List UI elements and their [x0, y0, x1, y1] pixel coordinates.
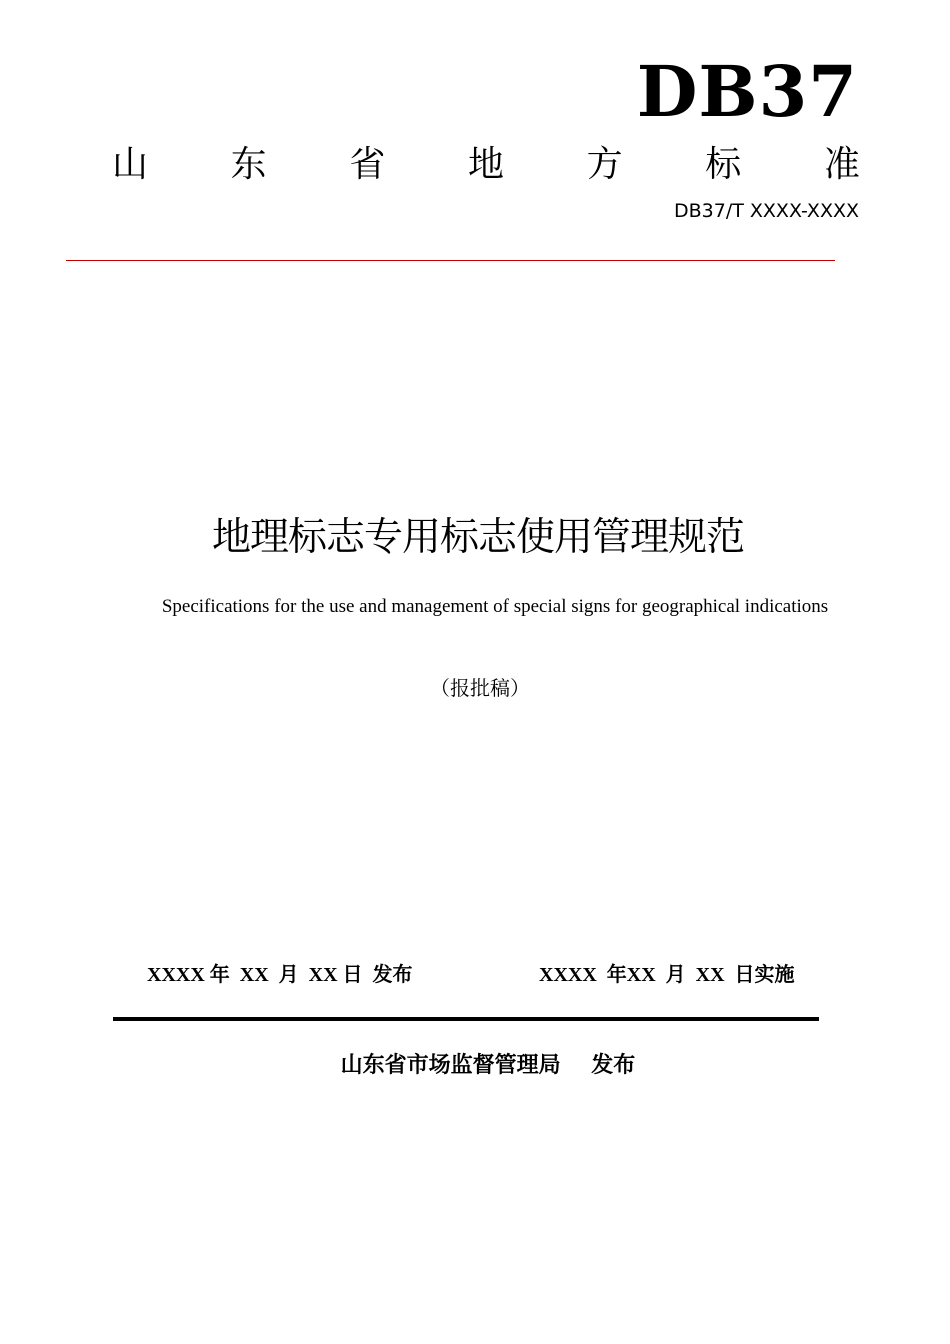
standard-type-char: 山 — [112, 144, 149, 185]
header-divider — [66, 260, 835, 261]
footer-divider — [113, 1017, 819, 1021]
standard-type-char: 方 — [586, 144, 623, 185]
document-title-english: Specifications for the use and management of special signs for geographical indications — [161, 596, 829, 617]
standard-code: DB37 — [636, 50, 858, 133]
standard-number: DB37/T XXXX-XXXX — [674, 200, 859, 222]
standard-type — [112, 140, 860, 190]
standard-type-char: 标 — [705, 144, 742, 185]
standard-type-char: 准 — [823, 144, 860, 185]
standard-type-char: 省 — [349, 144, 386, 185]
issuing-authority: 山东省市场监督管理局 发布 — [340, 1053, 636, 1078]
document-title-chinese: 地理标志专用标志使用管理规范 — [211, 515, 744, 560]
draft-status: （报批稿） — [430, 676, 530, 700]
standard-type-char: 地 — [467, 144, 504, 185]
standard-type-char: 东 — [230, 144, 267, 185]
publish-date: XXXX 年 XX 月 XX 日 发布 — [147, 964, 413, 986]
implement-date: XXXX 年XX 月 XX 日实施 — [539, 964, 795, 986]
